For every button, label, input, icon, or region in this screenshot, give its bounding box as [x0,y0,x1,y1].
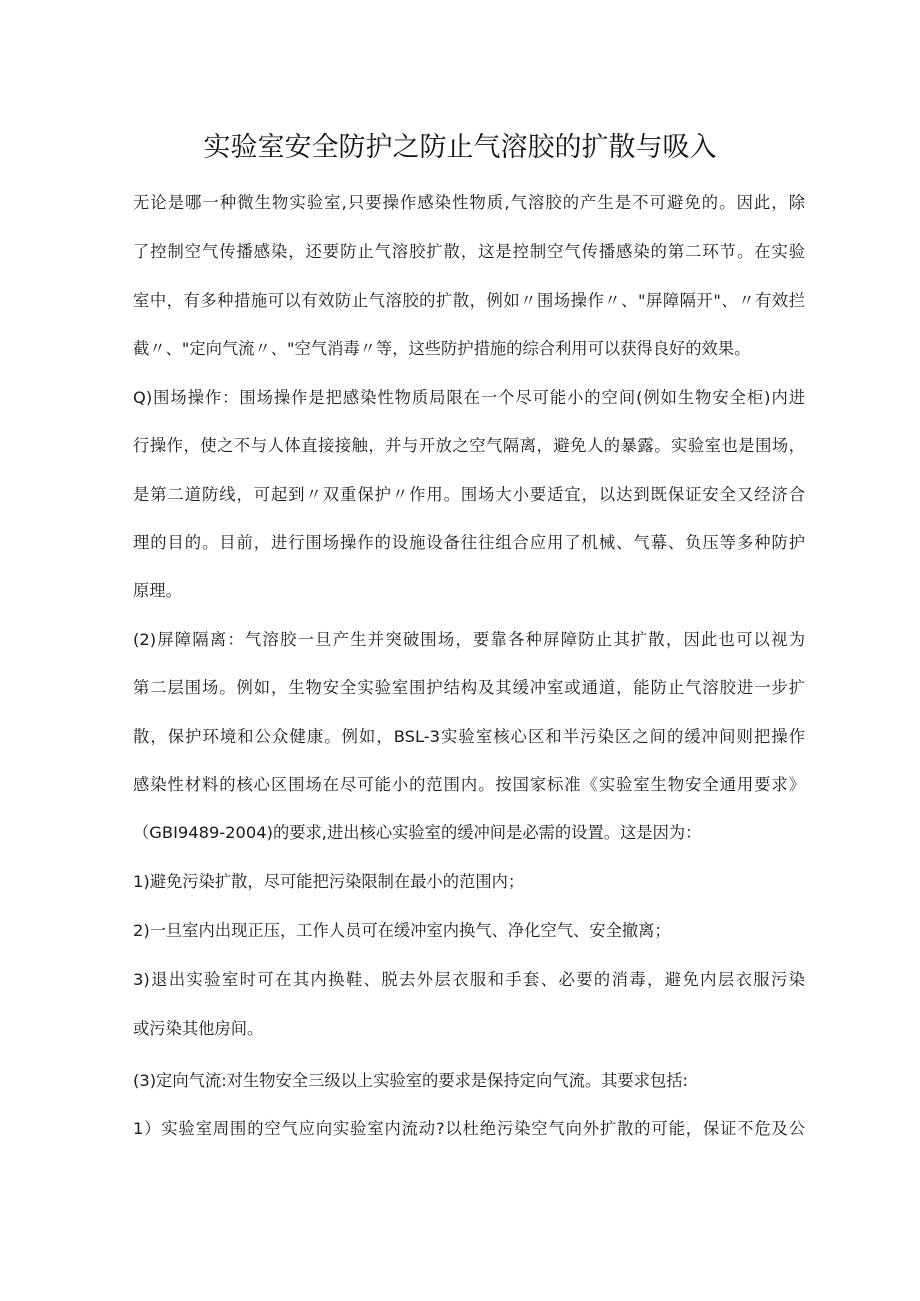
list-item: 3)退出实验室时可在其内换鞋、脱去外层衣服和手套、必要的消毒，避免内层衣服污染 [133,970,805,989]
paragraph-line: 室中，有多种措施可以有效防止气溶胶的扩散，例如〃围场操作〃、"屏障隔开"、〃有效拦 [133,291,805,310]
paragraph-line: (2)屏障隔离：气溶胶一旦产生并突破围场，要靠各种屏障防止其扩散，因此也可以视为 [133,630,805,649]
paragraph-line: 是第二道防线，可起到〃双重保护〃作用。围场大小要适宜，以达到既保证安全又经济合 [133,485,805,504]
paragraph-line: 截〃、"定向气流〃、"空气消毒〃等，这些防护措施的综合利用可以获得良好的效果。 [133,339,751,358]
paragraph-line: 无论是哪一种微生物实验室,只要操作感染性物质,气溶胶的产生是不可避免的。因此，除 [133,193,805,212]
document-title: 实验室安全防护之防止气溶胶的扩散与吸入 [203,132,717,163]
paragraph-line: (3)定向气流:对生物安全三级以上实验室的要求是保持定向气流。其要求包括: [133,1071,689,1090]
paragraph-line: 理的目的。目前，进行围场操作的设施设备往往组合应用了机械、气幕、负压等多种防护 [133,533,805,552]
list-item: 2)一旦室内出现正压，工作人员可在缓冲室内换气、净化空气、安全撤离； [133,921,671,940]
paragraph-line: Q)围场操作：围场操作是把感染性物质局限在一个尽可能小的空间(例如生物安全柜)内进 [133,388,805,407]
list-item: 1)避免污染扩散，尽可能把污染限制在最小的范围内； [133,872,525,891]
paragraph-line: 了控制空气传播感染，还要防止气溶胶扩散，这是控制空气传播感染的第二环节。在实验 [133,242,805,261]
paragraph-line: 散，保护环境和公众健康。例如，BSL-3实验室核心区和半污染区之间的缓冲间则把操作 [133,727,805,746]
paragraph-line: 或污染其他房间。 [133,1019,264,1038]
paragraph-line: （GBI9489-2004)的要求,进出核心实验室的缓冲间是必需的设置。这是因为： [133,823,702,842]
paragraph-line: 原理。 [133,581,182,600]
paragraph-line: 第二层围场。例如，生物安全实验室围护结构及其缓冲室或通道，能防止气溶胶进一步扩 [133,678,805,697]
list-item: 1）实验室周围的空气应向实验室内流动?以杜绝污染空气向外扩散的可能，保证不危及公 [133,1119,805,1138]
paragraph-line: 感染性材料的核心区围场在尽可能小的范围内。按国家标准《实验室生物安全通用要求》 [133,775,805,794]
paragraph-line: 行操作，使之不与人体直接接触，并与开放之空气隔离，避免人的暴露。实验室也是围场， [133,436,805,455]
